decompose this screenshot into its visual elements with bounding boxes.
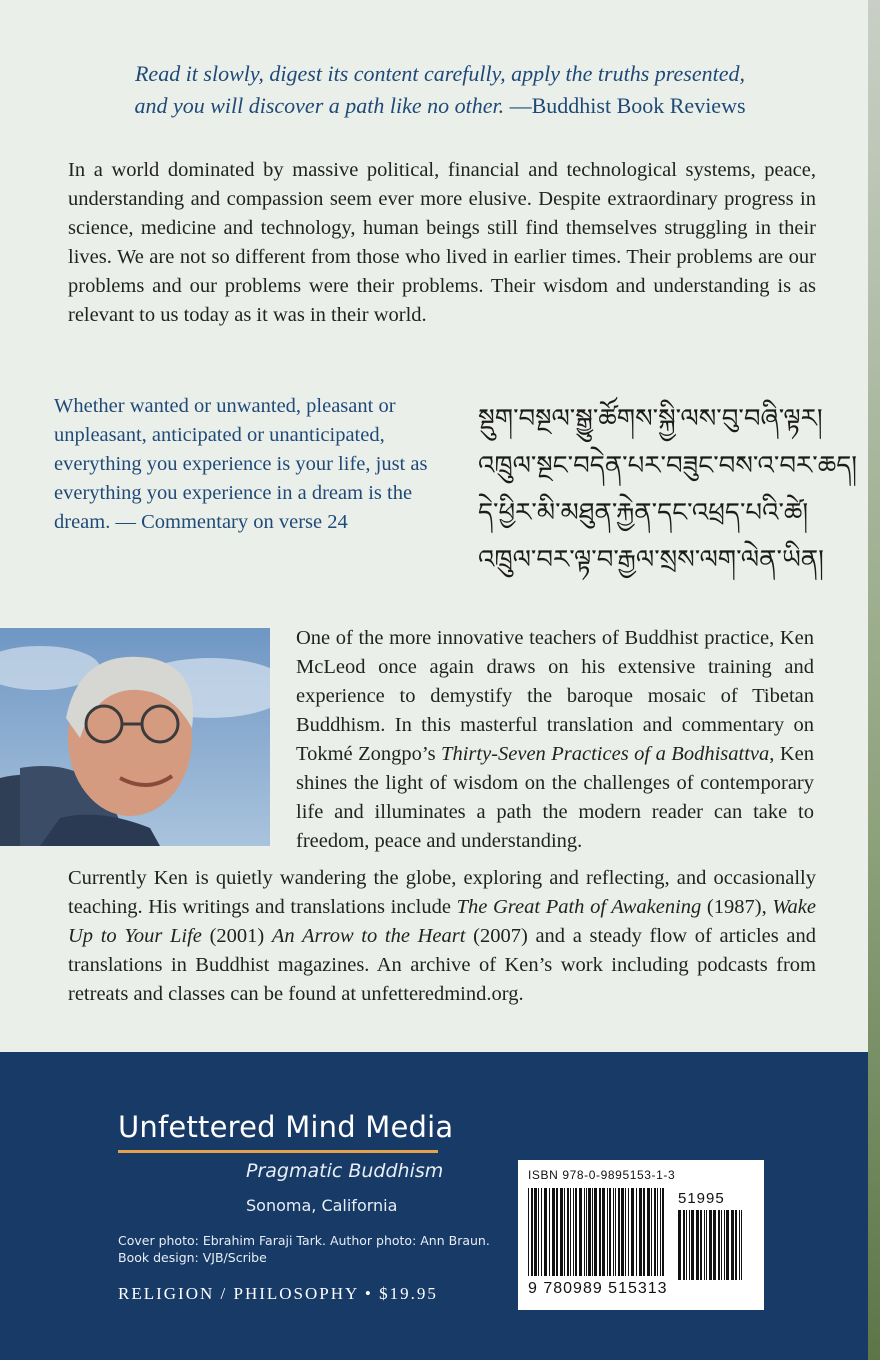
barcode-bar xyxy=(602,1188,605,1276)
book-title-wake-up: Wake Up to Your Life xyxy=(68,896,816,947)
barcode-bar xyxy=(709,1210,712,1280)
spine-edge xyxy=(868,0,880,1360)
barcode-bar xyxy=(643,1188,645,1276)
credits-line-2: Book design: VJB/Scribe xyxy=(118,1250,267,1265)
barcode-bar xyxy=(724,1210,725,1280)
barcode-bar xyxy=(575,1188,577,1276)
barcode-bar xyxy=(686,1210,687,1280)
isbn-barcode xyxy=(518,1160,764,1310)
barcode-bar xyxy=(651,1188,652,1276)
barcode-bar xyxy=(735,1210,737,1280)
ean-number: 9 780989 515313 xyxy=(528,1280,668,1297)
price-barcode-bars xyxy=(678,1210,748,1302)
credits xyxy=(118,1232,498,1266)
barcode-bar xyxy=(741,1210,742,1280)
barcode-bar xyxy=(625,1188,626,1276)
barcode-bar xyxy=(739,1210,740,1280)
barcode-bar xyxy=(691,1210,694,1280)
barcode-bar xyxy=(731,1210,734,1280)
barcode-bar xyxy=(607,1188,608,1276)
barcode-bar xyxy=(660,1188,661,1276)
isbn-label: ISBN 978-0-9895153-1-3 xyxy=(528,1168,676,1182)
barcode-bar xyxy=(618,1188,620,1276)
barcode-bar xyxy=(657,1188,658,1276)
barcode-bar xyxy=(662,1188,664,1276)
barcode-bar xyxy=(552,1188,555,1276)
barcode-bar xyxy=(586,1188,587,1276)
barcode-bar xyxy=(713,1210,716,1280)
author-works-paragraph xyxy=(68,864,816,1009)
book-title-great-path: The Great Path of Awakening xyxy=(456,896,702,918)
barcode-bar xyxy=(696,1210,699,1280)
barcode-bar xyxy=(567,1188,569,1276)
tibetan-line-3: དེ་ཕྱིར་མི་མཐུན་རྐྱེན་དང་འཕྲད་པའི་ཚེ། xyxy=(478,498,809,528)
barcode-bar xyxy=(570,1188,571,1276)
ean-barcode-bars xyxy=(528,1188,668,1280)
barcode-bar xyxy=(560,1188,563,1276)
tibetan-line-4: འཁྲུལ་བར་ལྟ་བ་རྒྱལ་སྲས་ལག་ལེན་ཡིན། xyxy=(478,545,824,575)
barcode-bar xyxy=(706,1210,707,1280)
publisher-location: Sonoma, California xyxy=(246,1196,398,1215)
barcode-bar xyxy=(584,1188,585,1276)
barcode-bar xyxy=(654,1188,656,1276)
book-year-1: (1987), xyxy=(701,896,773,918)
barcode-bar xyxy=(549,1188,550,1276)
barcode-bar xyxy=(592,1188,593,1276)
barcode-bar xyxy=(615,1188,616,1276)
barcode-bar xyxy=(594,1188,597,1276)
credits-line-1: Cover photo: Ebrahim Faraji Tark. Author photo: Ann Braun. xyxy=(118,1233,490,1248)
barcode-bar xyxy=(573,1188,574,1276)
tibetan-line-1: སྡུག་བསྔལ་སྒྱུ་ཚོགས་སྐྱི་ལས་བུ་བཞི་ལྟར། xyxy=(478,404,823,434)
review-source: —Buddhist Book Reviews xyxy=(509,93,746,118)
barcode-bar xyxy=(678,1210,681,1280)
barcode-bar xyxy=(534,1188,537,1276)
about-text-2-end: (2007) and a steady flow of articles and translations in Buddhist magazines. An archive of Ken’s work including podcasts from retreats and classes can be found at unfetteredmind.org. xyxy=(68,925,816,1005)
tibetan-line-2: འཁྲུལ་སྔང་བདེན་པར་བཟུང་བས་འ་བར་ཆད། xyxy=(478,451,858,481)
barcode-bar xyxy=(700,1210,702,1280)
about-author-paragraph xyxy=(296,624,814,856)
barcode-bar xyxy=(621,1188,624,1276)
barcode-bar xyxy=(579,1188,582,1276)
about-text-1: One of the more innovative teachers of Buddhist practice, Ken McLeod once again draws on his extensive training and experience to demystify the baroque mosaic of Tibetan Buddhism. In this masterful translation and commentary on Tokmé Zongpo’s xyxy=(296,627,814,765)
barcode-bar xyxy=(631,1188,634,1276)
barcode-bar xyxy=(556,1188,558,1276)
publisher-tagline: Pragmatic Buddhism xyxy=(246,1160,444,1182)
barcode-bar xyxy=(718,1210,720,1280)
publisher-rule xyxy=(118,1150,438,1153)
about-text-1-end: , Ken shines the light of wisdom on the challenges of contemporary life and illuminates a path the modern reader can take to freedom, peace and understanding. xyxy=(296,743,815,852)
barcode-bar xyxy=(639,1188,642,1276)
barcode-bar xyxy=(726,1210,729,1280)
barcode-bar xyxy=(564,1188,565,1276)
price-code: 51995 xyxy=(678,1190,725,1207)
review-quote-line1: Read it slowly, digest its content carefully, apply the truths presented, xyxy=(134,61,745,86)
publisher-name: Unfettered Mind Media xyxy=(118,1110,454,1144)
tibetan-verse xyxy=(478,396,858,584)
book-title-thirty-seven: Thirty-Seven Practices of a Bodhisattva xyxy=(441,743,770,765)
barcode-bar xyxy=(636,1188,637,1276)
barcode-bar xyxy=(599,1188,601,1276)
barcode-bar xyxy=(613,1188,614,1276)
author-photo-image xyxy=(0,628,270,846)
author-photo xyxy=(0,628,270,846)
about-text-2: Currently Ken is quietly wandering the globe, exploring and reflecting, and occasionally teaching. His writings and translations include xyxy=(68,867,816,918)
barcode-bar xyxy=(689,1210,690,1280)
book-title-arrow: An Arrow to the Heart xyxy=(271,925,466,947)
barcode-bar xyxy=(541,1188,542,1276)
barcode-bar xyxy=(531,1188,533,1276)
barcode-bar xyxy=(538,1188,539,1276)
intro-paragraph: In a world dominated by massive political, financial and technological systems, peace, understanding and compassion seem ever more elusive. Despite extraordinary progress in science, medicine and technology, human beings still find themselves struggling in their lives. We are not so different from those who lived in earlier times. Their problems are our problems and our problems were their problems. Their wisdom and understanding is as relevant to us today as it was in their world. xyxy=(68,159,816,326)
barcode-bar xyxy=(683,1210,685,1280)
barcode-bar xyxy=(647,1188,650,1276)
barcode-bar xyxy=(544,1188,547,1276)
barcode-bar xyxy=(628,1188,629,1276)
barcode-bar xyxy=(609,1188,611,1276)
category-price: RELIGION / PHILOSOPHY • $19.95 xyxy=(118,1284,438,1303)
barcode-bar xyxy=(721,1210,722,1280)
commentary-quote: Whether wanted or unwanted, pleasant or unpleasant, anticipated or unanticipated, everything you experience is your life, just as everything you experience in a dream is the dream. — Commentary on verse 24 xyxy=(54,395,428,533)
barcode-bar xyxy=(528,1188,529,1276)
barcode-bar xyxy=(588,1188,591,1276)
book-year-2: (2001) xyxy=(201,925,272,947)
review-quote-line2: and you will discover a path like no other. xyxy=(134,93,505,118)
review-blurb xyxy=(60,58,820,122)
barcode-bar xyxy=(704,1210,705,1280)
